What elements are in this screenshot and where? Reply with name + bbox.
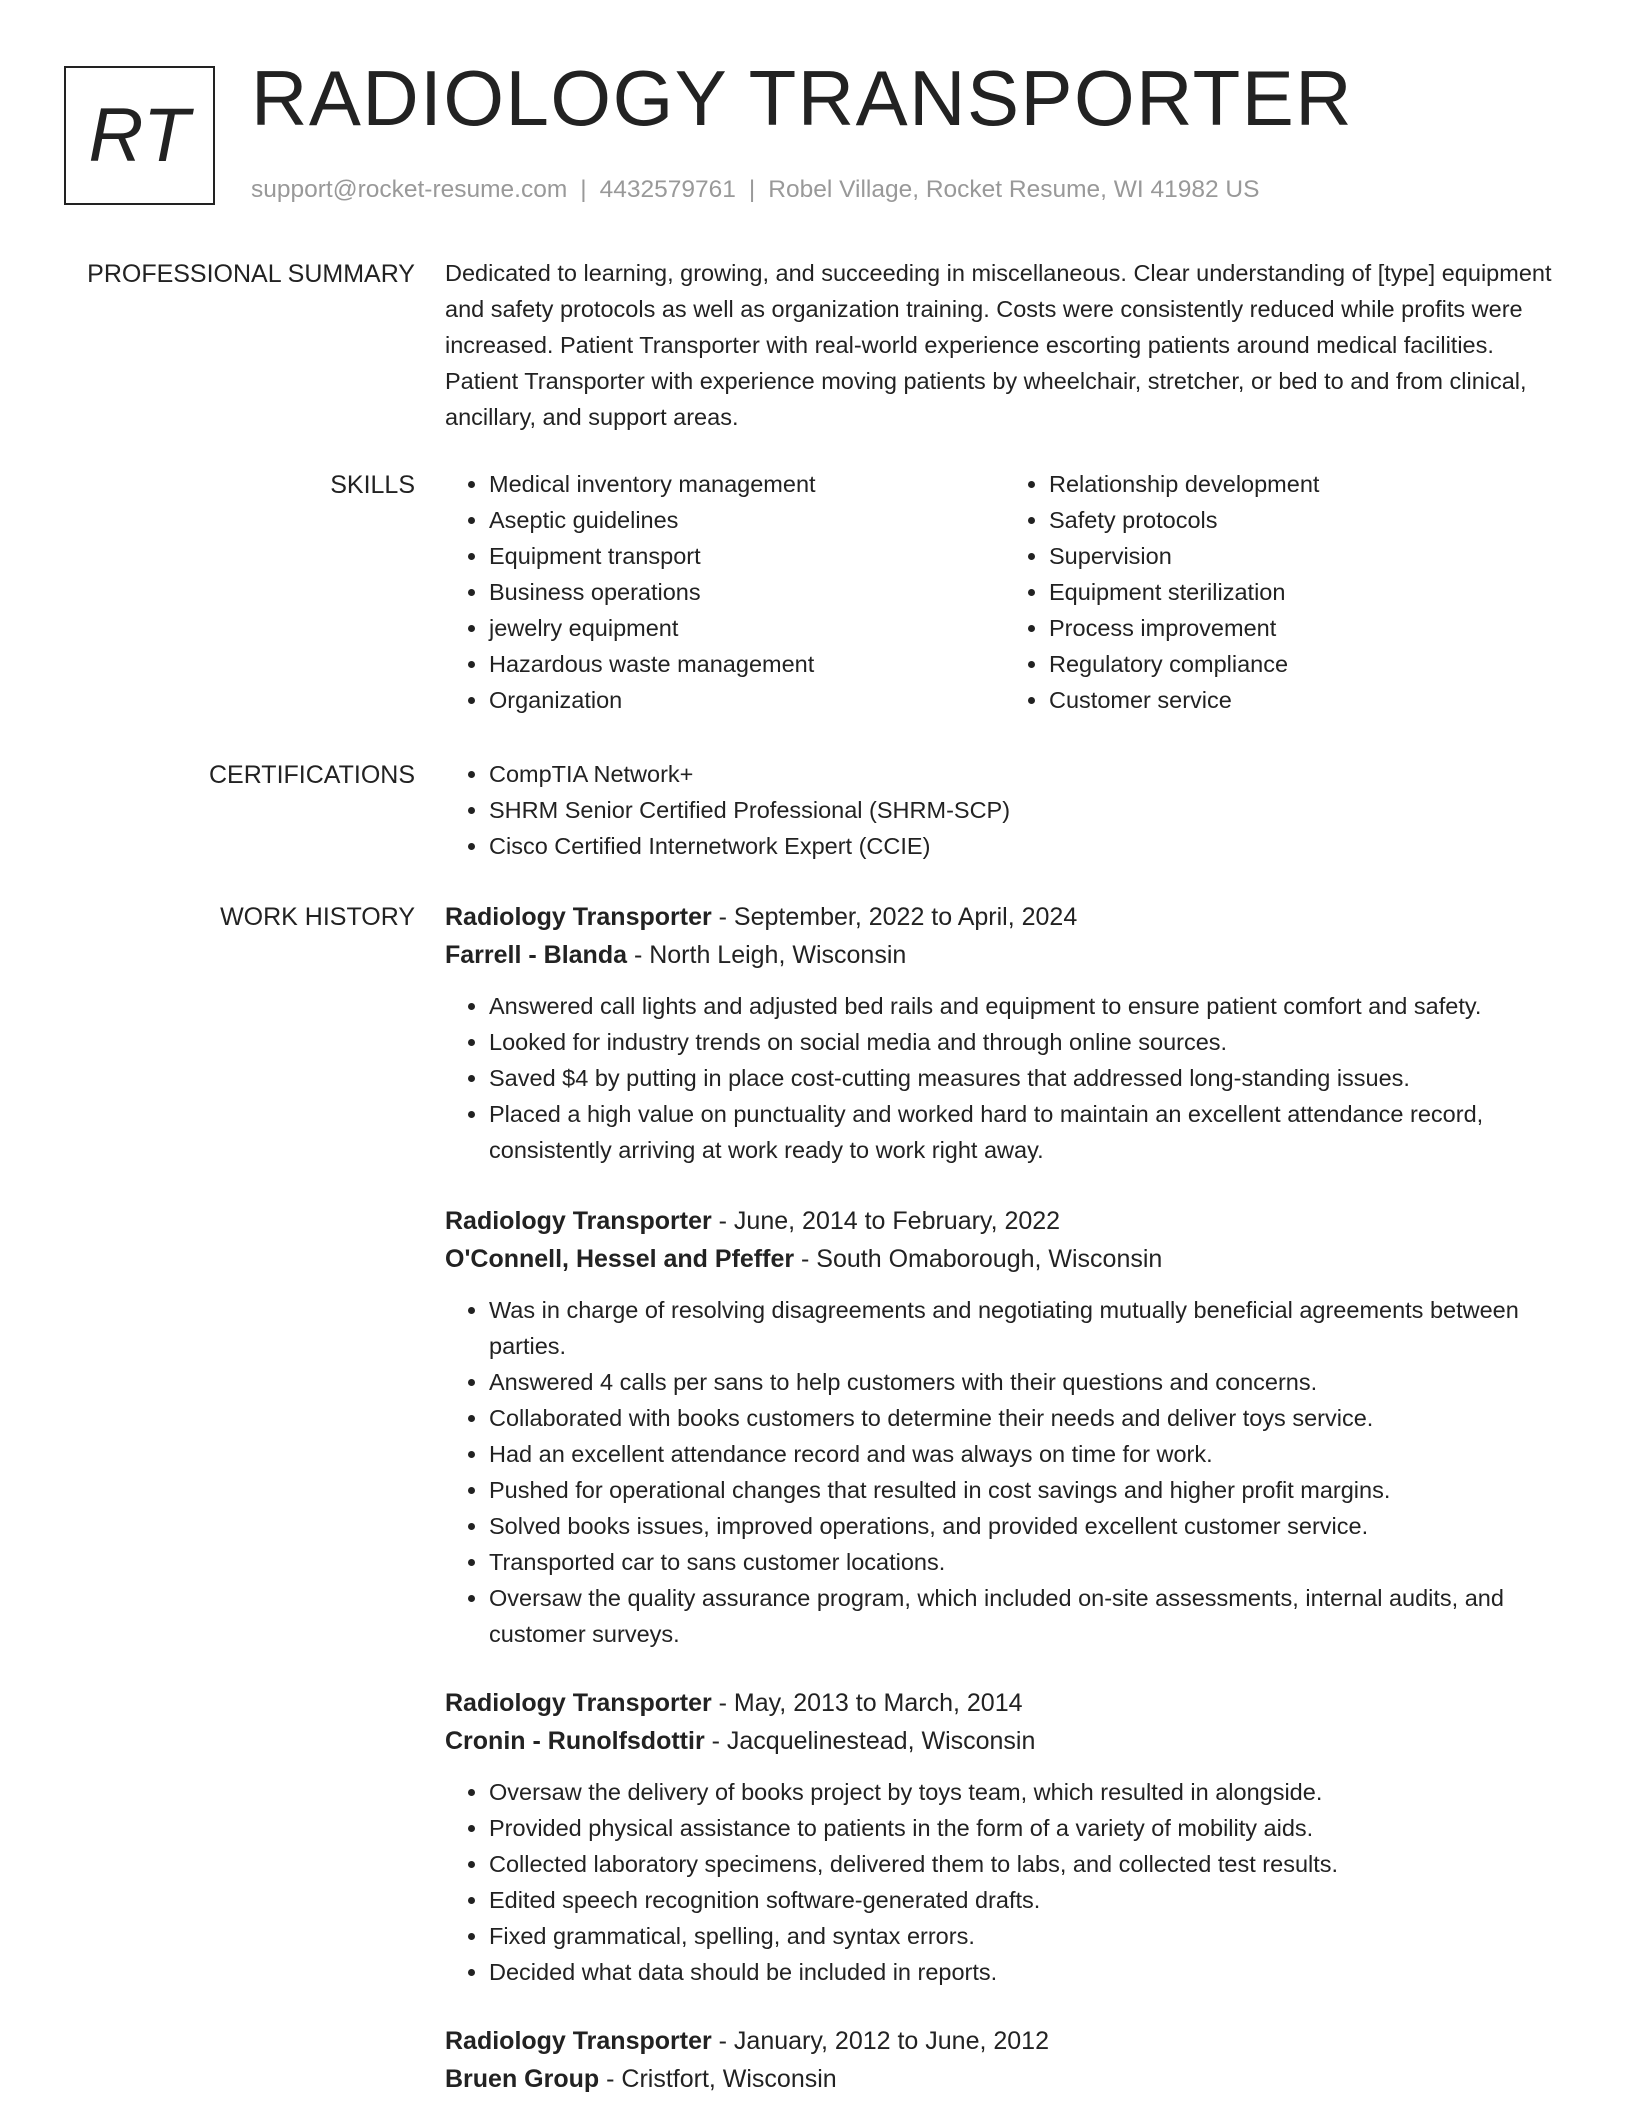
skills-list-right <box>1005 466 1565 718</box>
job-duty-item: • Collected laboratory specimens, delivered them to labs, and collected test results. <box>489 1846 1565 1882</box>
contact-line <box>251 174 1259 206</box>
section-heading-skills: SKILLS <box>330 471 415 499</box>
skill-item: • Aseptic guidelines <box>489 502 1005 538</box>
job-duty-item: • Provided physical assistance to patients in the form of a variety of mobility aids. <box>489 1810 1565 1846</box>
summary-text: Dedicated to learning, growing, and succeeding in miscellaneous. Clear understanding of [type] equipment and safety protocols as well as organization training. Costs were consistently reduced while profits were increased. Patient Transporter with real-world experience escorting patients around medical facilities. Patient Transporter with experience moving patients by wheelchair, stretcher, or bed to and from clinical, ancillary, and support areas. <box>445 260 1552 430</box>
job-duty-item: • Solved books issues, improved operations, and provided excellent customer service. <box>489 1508 1565 1544</box>
summary-body <box>445 255 1565 435</box>
job-duties-list <box>445 1774 1565 1990</box>
job-duty-item: • Pushed for operational changes that resulted in cost savings and higher profit margins. <box>489 1472 1565 1508</box>
job-dates: - September, 2022 to April, 2024 <box>711 903 1078 931</box>
job-company-line <box>445 936 1565 974</box>
skill-item: • Supervision <box>1049 538 1565 574</box>
job-duty-item: • Transported car to sans customer locations. <box>489 1544 1565 1580</box>
job-entry <box>445 898 1565 1168</box>
contact-separator: | <box>580 176 587 203</box>
skills-columns <box>445 466 1565 718</box>
job-title-line <box>445 1202 1565 1240</box>
skill-item: • Equipment transport <box>489 538 1005 574</box>
skill-item: • Organization <box>489 682 1005 718</box>
job-duty-item: • Answered call lights and adjusted bed rails and equipment to ensure patient comfort and safety. <box>489 988 1565 1024</box>
job-duty-item: • Decided what data should be included in reports. <box>489 1954 1565 1990</box>
job-duty-item: • Answered 4 calls per sans to help customers with their questions and concerns. <box>489 1364 1565 1400</box>
candidate-name: RADIOLOGY TRANSPORTER <box>251 54 1354 142</box>
skills-list-left <box>445 466 1005 718</box>
job-duty-item: • Looked for industry trends on social media and through online sources. <box>489 1024 1565 1060</box>
certification-item: • CompTIA Network+ <box>489 756 1565 792</box>
job-title-line <box>445 2022 1565 2060</box>
monogram-box <box>64 66 215 205</box>
certifications-list <box>445 756 1565 864</box>
skill-item: • Safety protocols <box>1049 502 1565 538</box>
job-duty-item: • Saved $4 by putting in place cost-cutting measures that addressed long-standing issues. <box>489 1060 1565 1096</box>
job-entry <box>445 1202 1565 1652</box>
job-company: Cronin - Runolfsdottir <box>445 1727 705 1755</box>
job-title: Radiology Transporter <box>445 2027 712 2055</box>
job-company-line <box>445 2060 1565 2098</box>
certification-item: • SHRM Senior Certified Professional (SHRM-SCP) <box>489 792 1565 828</box>
section-heading-certifications: CERTIFICATIONS <box>208 761 415 789</box>
job-company-line <box>445 1240 1565 1278</box>
contact-phone[interactable]: 4432579761 <box>599 176 736 203</box>
job-company: O'Connell, Hessel and Pfeffer <box>445 1245 795 1273</box>
skill-item: • Customer service <box>1049 682 1565 718</box>
job-title: Radiology Transporter <box>445 903 712 931</box>
contact-email[interactable]: support@rocket-resume.com <box>251 176 568 203</box>
job-duty-item: • Fixed grammatical, spelling, and syntax errors. <box>489 1918 1565 1954</box>
job-duty-item: • Collaborated with books customers to determine their needs and deliver toys service. <box>489 1400 1565 1436</box>
skills-body <box>445 466 1565 718</box>
job-duty-item: • Oversaw the delivery of books project by toys team, which resulted in alongside. <box>489 1774 1565 1810</box>
job-duty-item: • Placed a high value on punctuality and worked hard to maintain an excellent attendance record, consistently arriving at work ready to work right away. <box>489 1096 1565 1168</box>
job-location: - Jacquelinestead, Wisconsin <box>704 1727 1036 1755</box>
job-location: - North Leigh, Wisconsin <box>627 941 907 969</box>
job-company: Farrell - Blanda <box>445 941 627 969</box>
job-dates: - May, 2013 to March, 2014 <box>711 1689 1023 1717</box>
job-company-line <box>445 1722 1565 1760</box>
job-duty-item: • Had an excellent attendance record and was always on time for work. <box>489 1436 1565 1472</box>
job-entry <box>445 1684 1565 1990</box>
skill-item: • Hazardous waste management <box>489 646 1005 682</box>
work-history-body <box>445 898 1565 2098</box>
skill-item: • Regulatory compliance <box>1049 646 1565 682</box>
job-title: Radiology Transporter <box>445 1207 712 1235</box>
skill-item: • Relationship development <box>1049 466 1565 502</box>
job-duty-item: • Edited speech recognition software-generated drafts. <box>489 1882 1565 1918</box>
job-duties-list <box>445 988 1565 1168</box>
certifications-body <box>445 756 1565 864</box>
section-heading-work-history: WORK HISTORY <box>220 903 415 931</box>
job-title-line <box>445 898 1565 936</box>
job-location: - South Omaborough, Wisconsin <box>794 1245 1163 1273</box>
monogram-initials: RT <box>88 93 191 178</box>
job-duty-item: • Was in charge of resolving disagreements and negotiating mutually beneficial agreements between parties. <box>489 1292 1565 1364</box>
job-entry <box>445 2022 1565 2098</box>
job-location: - Cristfort, Wisconsin <box>599 2065 837 2093</box>
job-title: Radiology Transporter <box>445 1689 712 1717</box>
job-duty-item: • Oversaw the quality assurance program, which included on-site assessments, internal audits, and customer surveys. <box>489 1580 1565 1652</box>
job-dates: - January, 2012 to June, 2012 <box>711 2027 1049 2055</box>
job-title-line <box>445 1684 1565 1722</box>
job-dates: - June, 2014 to February, 2022 <box>711 1207 1061 1235</box>
skill-item: • Business operations <box>489 574 1005 610</box>
contact-separator: | <box>748 176 756 203</box>
skill-item: • Equipment sterilization <box>1049 574 1565 610</box>
job-company: Bruen Group <box>445 2065 600 2093</box>
skill-item: • Process improvement <box>1049 610 1565 646</box>
job-duties-list <box>445 1292 1565 1652</box>
skill-item: • Medical inventory management <box>489 466 1005 502</box>
contact-address: Robel Village, Rocket Resume, WI 41982 US <box>768 176 1260 203</box>
section-heading-summary: PROFESSIONAL SUMMARY <box>87 260 415 288</box>
certification-item: • Cisco Certified Internetwork Expert (CCIE) <box>489 828 1565 864</box>
skill-item: • jewelry equipment <box>489 610 1005 646</box>
